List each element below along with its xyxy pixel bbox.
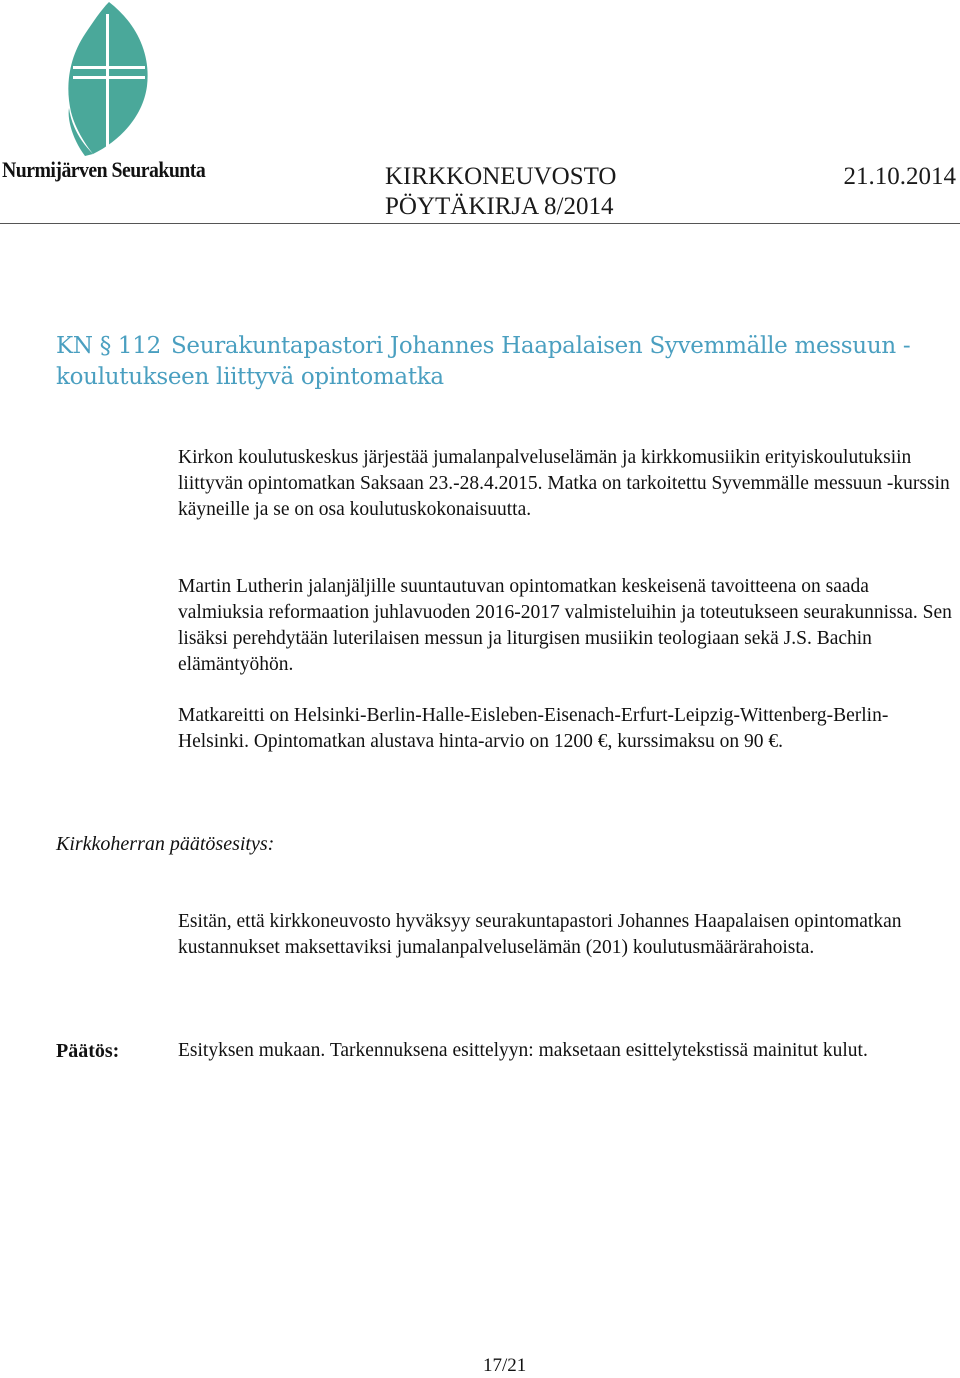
proposal-text: Esitän, että kirkkoneuvosto hyväksyy seurakuntapastori Johannes Haapalaisen opintomatkan kustannukset maksettaviksi jumalanpalveluselämän (201) koulutusmäärärahoista. <box>178 911 902 958</box>
leaf-cross-logo-icon <box>55 0 155 158</box>
section-title: Seurakuntapastori Johannes Haapalaisen Syvemmälle messuun -koulutukseen liittyvä opintomatka <box>56 333 911 390</box>
proposal-label: Kirkkoherran päätösesitys: <box>56 833 275 855</box>
body-paragraph-2: Martin Lutherin jalanjäljille suuntautuvan opintomatkan keskeisenä tavoitteena on saada valmiuksia reformaation juhlavuoden 2016-2017 valmisteluihin ja toteutukseen seurakunnissa. Sen lisäksi perehdytään luterilaisen messun ja liturgisen musiikin teologiaan sekä J.S. Bachin elämäntyöhön. <box>178 576 952 675</box>
header-divider <box>0 223 960 224</box>
organization-logo <box>0 0 215 190</box>
document-date: 21.10.2014 <box>843 163 956 190</box>
section-heading <box>56 331 946 393</box>
decision-label: Päätös: <box>56 1040 120 1062</box>
section-number: KN § 112 <box>56 333 161 359</box>
decision-text: Esityksen mukaan. Tarkennuksena esittelyyn: maksetaan esittelytekstissä mainitut kulut. <box>178 1040 868 1061</box>
document-title-line1: KIRKKONEUVOSTO <box>385 163 617 190</box>
organization-name: Nurmijärven Seurakunta <box>2 157 206 182</box>
body-paragraph-1: Kirkon koulutuskeskus järjestää jumalanpalveluselämän ja kirkkomusiikin erityiskoulutuksiin liittyvän opintomatkan Saksaan 23.-28.4.2015. Matka on tarkoitettu Syvemmälle messuun -kurssin käyneille ja se on osa koulutuskokonaisuutta. <box>178 447 950 520</box>
document-title-line2: PÖYTÄKIRJA 8/2014 <box>385 193 614 220</box>
page-number: 17/21 <box>483 1355 527 1376</box>
body-paragraph-3: Matkareitti on Helsinki-Berlin-Halle-Eisleben-Eisenach-Erfurt-Leipzig-Wittenberg-Berlin-Helsinki. Opintomatkan alustava hinta-arvio on 1200 €, kurssimaksu on 90 €. <box>178 705 889 752</box>
document-title <box>385 162 616 222</box>
